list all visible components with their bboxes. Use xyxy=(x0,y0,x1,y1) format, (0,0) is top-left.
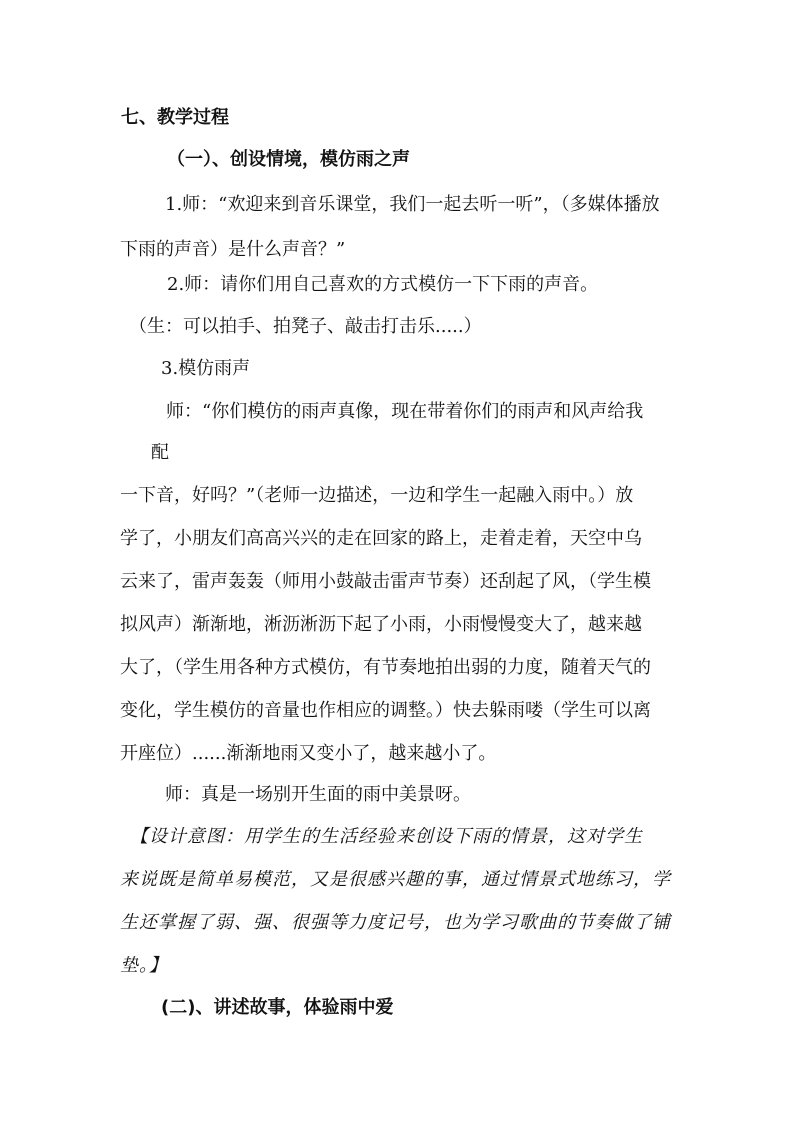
part1-title: （一）、创设情境，模仿雨之声 xyxy=(167,149,410,170)
design-intent-line-1: 【设计意图：用学生的生活经验来创设下雨的情景，这对学生 xyxy=(130,826,643,847)
paragraph-5-line-1: 师：“你们模仿的雨声真像，现在带着你们的雨声和风声给我 xyxy=(166,401,644,422)
design-intent-line-4: 垫。】 xyxy=(120,955,168,976)
paragraph-6-line-1: 一下音，好吗？”（老师一边描述，一边和学生一起融入雨中。）放 xyxy=(120,485,634,506)
paragraph-1-line-2: 下雨的声音）是什么声音？” xyxy=(120,239,346,260)
paragraph-6-line-2: 学了，小朋友们高高兴兴的走在回家的路上，走着走着，天空中乌 xyxy=(120,528,642,549)
paragraph-6-line-5: 大了，（学生用各种方式模仿，有节奏地拍出弱的力度，随着天气的 xyxy=(120,657,651,678)
paragraph-7-line-1: 师：真是一场别开生面的雨中美景呀。 xyxy=(165,784,471,805)
paragraph-5-line-2: 配 xyxy=(151,442,169,463)
paragraph-1-line-1: 1.师：“欢迎来到音乐课堂，我们一起去听一听”，（多媒体播放 xyxy=(165,194,660,215)
paragraph-3-line-1: （生：可以拍手、拍凳子、敲击打击乐.....） xyxy=(129,316,482,337)
paragraph-6-line-3: 云来了，雷声轰轰（师用小鼓敲击雷声节奏）还刮起了风，（学生模 xyxy=(120,571,651,592)
paragraph-2-line-1: 2.师：请你们用自己喜欢的方式模仿一下下雨的声音。 xyxy=(167,274,599,295)
paragraph-6-line-4: 拟风声）渐渐地，淅沥淅沥下起了小雨，小雨慢慢变大了，越来越 xyxy=(120,614,642,635)
section-title: 七、教学过程 xyxy=(121,107,229,128)
design-intent-line-3: 生还掌握了弱、强、很强等力度记号，也为学习歌曲的节奏做了铺 xyxy=(120,912,671,933)
paragraph-6-line-6: 变化，学生模仿的音量也作相应的调整。）快去躲雨喽（学生可以离 xyxy=(120,700,651,721)
part2-title: (二)、讲述故事，体验雨中爱 xyxy=(161,997,394,1018)
design-intent-line-2: 来说既是简单易模范，又是很感兴趣的事，通过情景式地练习，学 xyxy=(120,869,671,890)
paragraph-4-line-1: 3.模仿雨声 xyxy=(161,358,251,379)
paragraph-6-line-7: 开座位）......渐渐地雨又变小了，越来越小了。 xyxy=(120,743,497,764)
